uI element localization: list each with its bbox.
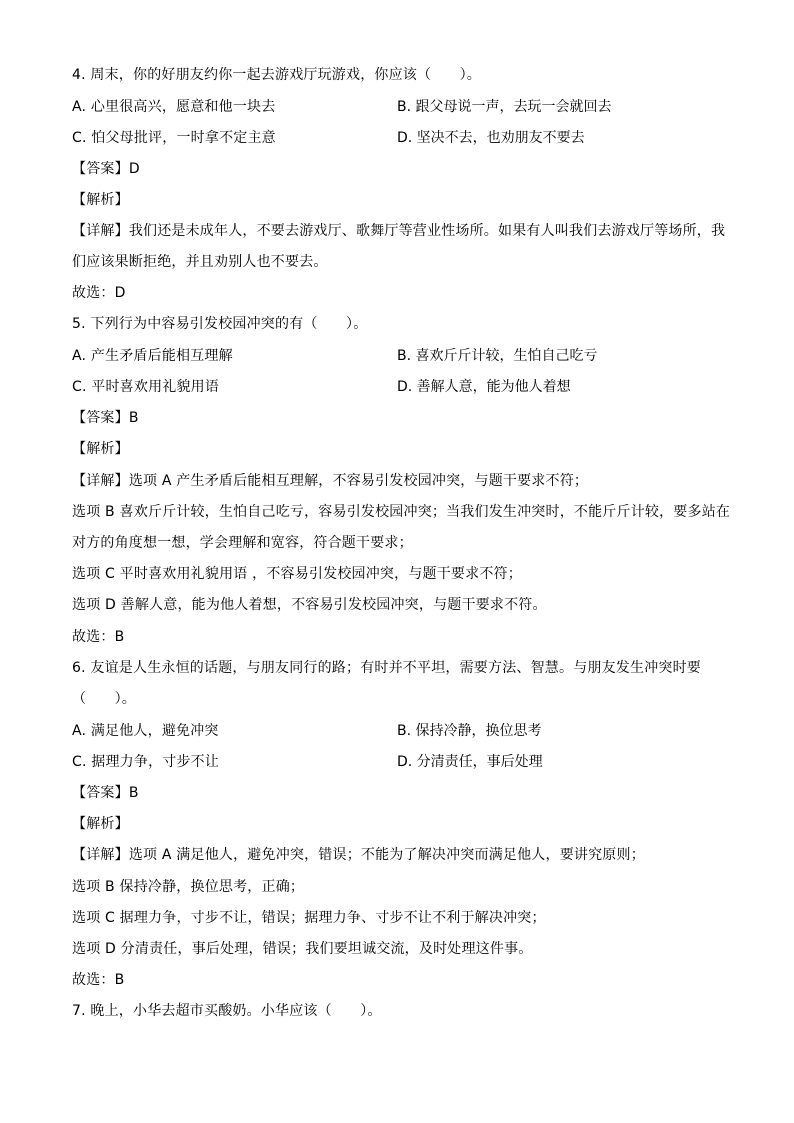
q4-option-b: B. 跟父母说一声，去玩一会就回去: [397, 99, 612, 115]
q6-analysis-tag: 【解析】: [72, 816, 129, 832]
answer-tag: 【答案】: [72, 785, 129, 801]
q6-detail-line-2: 选项 B 保持冷静，换位思考，正确；: [72, 879, 305, 895]
q4-stem: 4. 周末，你的好朋友约你一起去游戏厅玩游戏，你应该（ ）。: [72, 67, 482, 83]
q5-option-c: C. 平时喜欢用礼貌用语: [72, 379, 220, 395]
q6-detail-line-1: [72, 845, 645, 865]
q5-detail-line-4: 选项 C 平时喜欢用礼貌用语 ，不容易引发校园冲突，与题干要求不符；: [72, 566, 522, 582]
q5-option-a: A. 产生矛盾后能相互理解: [72, 348, 233, 364]
q6-stem-line-1: 6. 友谊是人生永恒的话题，与朋友同行的路；有时并不平坦，需要方法、智慧。与朋友发生冲突时要: [72, 660, 702, 676]
q5-detail-text-1: 选项 A 产生矛盾后能相互理解，不容易引发校园冲突，与题干要求不符；: [128, 473, 589, 489]
q7-stem: 7. 晚上，小华去超市买酸奶。小华应该（ ）。: [72, 1003, 382, 1019]
q5-option-d: D. 善解人意，能为他人着想: [397, 379, 571, 395]
q5-detail-line-2: 选项 B 喜欢斤斤计较，生怕自己吃亏，容易引发校园冲突；当我们发生冲突时，不能斤斤计较，要多站在: [72, 504, 731, 520]
detail-tag: 【详解】: [72, 847, 129, 863]
q5-answer: B: [128, 410, 139, 426]
q4-option-c: C. 怕父母批评，一时拿不定主意: [72, 130, 276, 146]
q4-option-d: D. 坚决不去，也劝朋友不要去: [397, 130, 585, 146]
q5-detail-line-1: [72, 471, 588, 491]
q6-detail-line-4: 选项 D 分清责任，事后处理，错误；我们要坦诚交流，及时处理这件事。: [72, 941, 533, 957]
q6-choice: 故选：B: [72, 972, 125, 988]
q5-answer-line: [72, 408, 139, 428]
q4-option-a: A. 心里很高兴，愿意和他一块去: [72, 99, 276, 115]
answer-tag: 【答案】: [72, 410, 129, 426]
q4-answer-line: [72, 159, 140, 179]
detail-tag: 【详解】: [72, 473, 129, 489]
q4-detail-line-1: [72, 221, 725, 241]
q6-stem-line-2: （ ）。: [72, 691, 136, 707]
q5-detail-line-3: 对方的角度想一想，学会理解和宽容，符合题干要求；: [72, 535, 413, 551]
q5-option-b: B. 喜欢斤斤计较，生怕自己吃亏: [397, 348, 598, 364]
q6-answer-line: [72, 783, 139, 803]
q6-option-a: A. 满足他人，避免冲突: [72, 723, 219, 739]
q4-answer: D: [128, 161, 140, 177]
q4-analysis-tag: 【解析】: [72, 192, 129, 208]
answer-tag: 【答案】: [72, 161, 129, 177]
q5-stem: 5. 下列行为中容易引发校园冲突的有（ ）。: [72, 316, 368, 332]
q4-choice: 故选：D: [72, 285, 126, 301]
q5-detail-line-5: 选项 D 善解人意，能为他人着想，不容易引发校园冲突，与题干要求不符。: [72, 597, 547, 613]
q6-option-d: D. 分清责任，事后处理: [397, 754, 543, 770]
q6-answer: B: [128, 785, 139, 801]
q4-detail-text-1: 我们还是未成年人，不要去游戏厅、歌舞厅等营业性场所。如果有人叫我们去游戏厅等场所，我: [128, 223, 726, 239]
q4-detail-line-2: 们应该果断拒绝，并且劝别人也不要去。: [72, 254, 328, 270]
q6-option-c: C. 据理力争，寸步不让: [72, 754, 220, 770]
detail-tag: 【详解】: [72, 223, 129, 239]
q5-choice: 故选：B: [72, 629, 125, 645]
q6-option-b: B. 保持冷静，换位思考: [397, 723, 542, 739]
q6-detail-text-1: 选项 A 满足他人，避免冲突，错误；不能为了解决冲突而满足他人，要讲究原则；: [128, 847, 645, 863]
q6-detail-line-3: 选项 C 据理力争，寸步不让，错误；据理力争、寸步不让不利于解决冲突；: [72, 910, 546, 926]
q5-analysis-tag: 【解析】: [72, 441, 129, 457]
